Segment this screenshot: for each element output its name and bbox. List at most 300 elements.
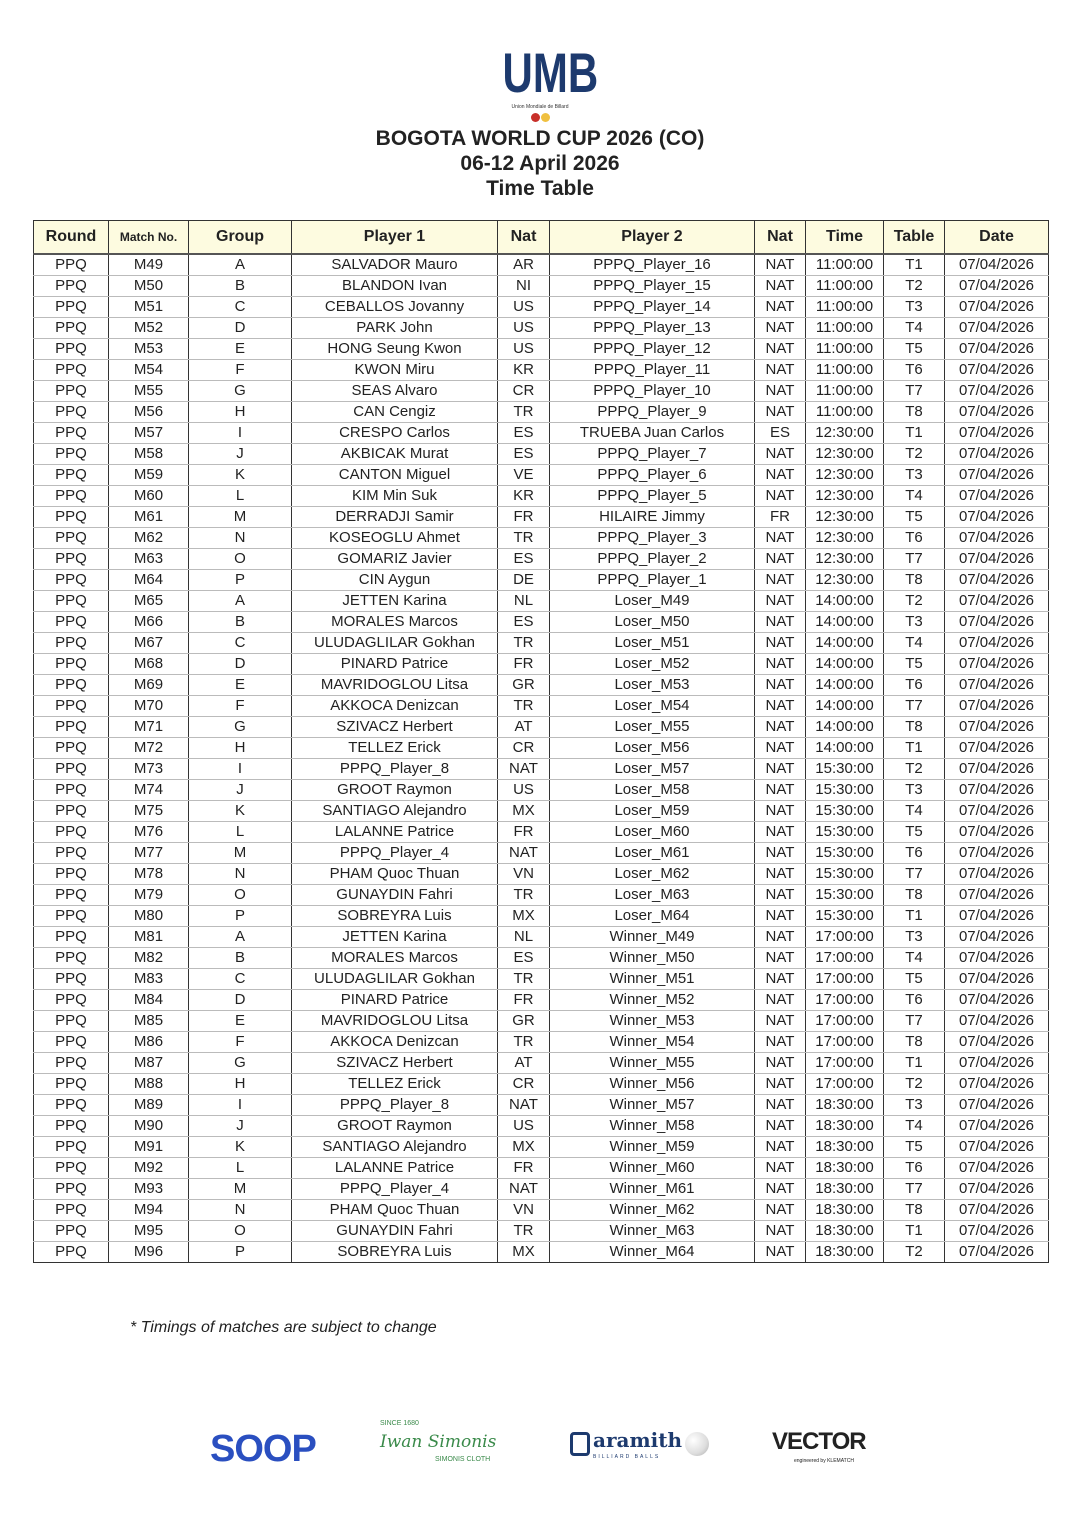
cell-group: H xyxy=(189,738,292,759)
table-row xyxy=(34,402,1049,423)
cell-time: 11:00:00 xyxy=(806,276,884,297)
cell-date: 07/04/2026 xyxy=(945,1158,1049,1179)
table-row xyxy=(34,822,1049,843)
cell-player1: PPPQ_Player_8 xyxy=(292,1095,498,1116)
cell-round: PPQ xyxy=(34,843,109,864)
cell-match-no: M64 xyxy=(109,570,189,591)
cell-round: PPQ xyxy=(34,1011,109,1032)
footnote: * Timings of matches are subject to change xyxy=(130,1319,437,1336)
cell-round: PPQ xyxy=(34,528,109,549)
cell-date: 07/04/2026 xyxy=(945,1137,1049,1158)
cell-round: PPQ xyxy=(34,360,109,381)
cell-group: J xyxy=(189,780,292,801)
cell-match-no: M72 xyxy=(109,738,189,759)
cell-nat2: NAT xyxy=(755,801,806,822)
cell-nat1: TR xyxy=(498,633,550,654)
umb-logo-letters: UMB xyxy=(502,41,599,104)
cell-match-no: M80 xyxy=(109,906,189,927)
cell-nat1: VE xyxy=(498,465,550,486)
cell-nat1: US xyxy=(498,318,550,339)
cell-table: T8 xyxy=(884,885,945,906)
cell-player2: PPPQ_Player_2 xyxy=(550,549,755,570)
cell-player1: JETTEN Karina xyxy=(292,591,498,612)
cell-time: 12:30:00 xyxy=(806,528,884,549)
table-row xyxy=(34,1116,1049,1137)
cell-round: PPQ xyxy=(34,1053,109,1074)
table-row xyxy=(34,759,1049,780)
cell-player2: Winner_M57 xyxy=(550,1095,755,1116)
table-row xyxy=(34,276,1049,297)
cell-date: 07/04/2026 xyxy=(945,675,1049,696)
cell-player1: LALANNE Patrice xyxy=(292,1158,498,1179)
cell-nat2: NAT xyxy=(755,1032,806,1053)
column-header-table: Table xyxy=(884,221,945,255)
sponsor-logos xyxy=(190,1415,890,1495)
cell-group: J xyxy=(189,444,292,465)
cell-table: T3 xyxy=(884,927,945,948)
cell-player1: SANTIAGO Alejandro xyxy=(292,1137,498,1158)
cell-round: PPQ xyxy=(34,486,109,507)
cell-date: 07/04/2026 xyxy=(945,948,1049,969)
cell-date: 07/04/2026 xyxy=(945,402,1049,423)
cell-nat2: NAT xyxy=(755,570,806,591)
cell-nat1: CR xyxy=(498,1074,550,1095)
cell-group: K xyxy=(189,1137,292,1158)
cell-group: J xyxy=(189,1116,292,1137)
cell-group: C xyxy=(189,633,292,654)
cell-table: T6 xyxy=(884,360,945,381)
cell-round: PPQ xyxy=(34,549,109,570)
column-header-round: Round xyxy=(34,221,109,255)
cell-group: B xyxy=(189,948,292,969)
cell-nat1: US xyxy=(498,780,550,801)
cell-nat2: NAT xyxy=(755,990,806,1011)
simonis-cloth: SIMONIS CLOTH xyxy=(435,1456,491,1463)
cell-nat1: GR xyxy=(498,1011,550,1032)
cell-nat2: ES xyxy=(755,423,806,444)
cell-nat1: DE xyxy=(498,570,550,591)
cell-table: T3 xyxy=(884,1095,945,1116)
cell-player2: Loser_M59 xyxy=(550,801,755,822)
cell-group: O xyxy=(189,1221,292,1242)
cell-date: 07/04/2026 xyxy=(945,591,1049,612)
cell-nat1: FR xyxy=(498,822,550,843)
cell-nat1: CR xyxy=(498,381,550,402)
cell-group: D xyxy=(189,318,292,339)
cell-player2: Loser_M53 xyxy=(550,675,755,696)
cell-nat1: ES xyxy=(498,948,550,969)
cell-nat1: CR xyxy=(498,738,550,759)
document-subtitle: Time Table xyxy=(486,177,594,200)
cell-nat2: NAT xyxy=(755,843,806,864)
cell-table: T1 xyxy=(884,423,945,444)
cell-nat1: VN xyxy=(498,864,550,885)
cell-player1: PINARD Patrice xyxy=(292,990,498,1011)
cell-group: N xyxy=(189,528,292,549)
cell-nat2: NAT xyxy=(755,906,806,927)
cell-time: 18:30:00 xyxy=(806,1221,884,1242)
cell-round: PPQ xyxy=(34,1200,109,1221)
table-row xyxy=(34,801,1049,822)
cell-table: T3 xyxy=(884,780,945,801)
cell-round: PPQ xyxy=(34,1158,109,1179)
cell-nat1: ES xyxy=(498,444,550,465)
table-row xyxy=(34,1158,1049,1179)
cell-table: T4 xyxy=(884,948,945,969)
cell-time: 18:30:00 xyxy=(806,1116,884,1137)
column-header-match-no: Match No. xyxy=(109,221,189,255)
cell-nat2: NAT xyxy=(755,549,806,570)
cell-nat1: ES xyxy=(498,423,550,444)
cell-table: T1 xyxy=(884,1053,945,1074)
cell-match-no: M73 xyxy=(109,759,189,780)
cell-nat1: NAT xyxy=(498,1179,550,1200)
cell-table: T5 xyxy=(884,1137,945,1158)
cell-player1: GUNAYDIN Fahri xyxy=(292,1221,498,1242)
cell-table: T8 xyxy=(884,570,945,591)
cell-group: A xyxy=(189,591,292,612)
table-row xyxy=(34,1242,1049,1263)
cell-nat2: NAT xyxy=(755,1179,806,1200)
cell-date: 07/04/2026 xyxy=(945,360,1049,381)
table-row xyxy=(34,444,1049,465)
cell-group: A xyxy=(189,254,292,276)
cell-player2: Winner_M64 xyxy=(550,1242,755,1263)
cell-time: 17:00:00 xyxy=(806,969,884,990)
cell-date: 07/04/2026 xyxy=(945,528,1049,549)
table-row xyxy=(34,654,1049,675)
cell-time: 11:00:00 xyxy=(806,360,884,381)
cell-match-no: M82 xyxy=(109,948,189,969)
cell-match-no: M56 xyxy=(109,402,189,423)
cell-player2: Loser_M50 xyxy=(550,612,755,633)
cell-nat2: NAT xyxy=(755,591,806,612)
table-row xyxy=(34,717,1049,738)
cell-nat1: US xyxy=(498,1116,550,1137)
cell-nat2: NAT xyxy=(755,276,806,297)
cell-group: K xyxy=(189,465,292,486)
cell-nat2: NAT xyxy=(755,465,806,486)
cell-player2: Loser_M61 xyxy=(550,843,755,864)
cell-table: T6 xyxy=(884,675,945,696)
cell-player2: Winner_M56 xyxy=(550,1074,755,1095)
cell-match-no: M86 xyxy=(109,1032,189,1053)
cell-player2: PPPQ_Player_7 xyxy=(550,444,755,465)
cell-player2: Loser_M56 xyxy=(550,738,755,759)
cell-date: 07/04/2026 xyxy=(945,843,1049,864)
cell-player1: PHAM Quoc Thuan xyxy=(292,864,498,885)
cell-table: T5 xyxy=(884,654,945,675)
cell-match-no: M49 xyxy=(109,254,189,276)
cell-player2: PPPQ_Player_14 xyxy=(550,297,755,318)
table-row xyxy=(34,969,1049,990)
cell-player1: CAN Cengiz xyxy=(292,402,498,423)
vector-wordmark: VECTOR xyxy=(772,1428,866,1455)
cell-round: PPQ xyxy=(34,738,109,759)
cell-group: B xyxy=(189,276,292,297)
cell-match-no: M95 xyxy=(109,1221,189,1242)
cell-match-no: M67 xyxy=(109,633,189,654)
cell-time: 12:30:00 xyxy=(806,465,884,486)
event-dates: 06-12 April 2026 xyxy=(460,152,620,175)
cell-match-no: M54 xyxy=(109,360,189,381)
cell-player2: PPPQ_Player_9 xyxy=(550,402,755,423)
cell-table: T2 xyxy=(884,444,945,465)
cell-date: 07/04/2026 xyxy=(945,738,1049,759)
cell-match-no: M88 xyxy=(109,1074,189,1095)
cell-match-no: M91 xyxy=(109,1137,189,1158)
cell-time: 12:30:00 xyxy=(806,570,884,591)
cell-group: L xyxy=(189,822,292,843)
cell-match-no: M63 xyxy=(109,549,189,570)
table-row xyxy=(34,507,1049,528)
cell-nat2: NAT xyxy=(755,1116,806,1137)
cell-date: 07/04/2026 xyxy=(945,1074,1049,1095)
cell-nat2: NAT xyxy=(755,360,806,381)
cell-player1: PHAM Quoc Thuan xyxy=(292,1200,498,1221)
cell-player2: Loser_M63 xyxy=(550,885,755,906)
cell-player2: PPPQ_Player_11 xyxy=(550,360,755,381)
cell-round: PPQ xyxy=(34,990,109,1011)
cell-group: L xyxy=(189,1158,292,1179)
cell-round: PPQ xyxy=(34,612,109,633)
table-row xyxy=(34,1032,1049,1053)
table-row xyxy=(34,1200,1049,1221)
cell-player2: Loser_M49 xyxy=(550,591,755,612)
cell-table: T2 xyxy=(884,1242,945,1263)
cell-match-no: M89 xyxy=(109,1095,189,1116)
cell-nat2: NAT xyxy=(755,885,806,906)
cell-group: F xyxy=(189,1032,292,1053)
cell-table: T4 xyxy=(884,1116,945,1137)
cell-player2: PPPQ_Player_6 xyxy=(550,465,755,486)
cell-player1: SZIVACZ Herbert xyxy=(292,717,498,738)
cell-group: P xyxy=(189,1242,292,1263)
cell-round: PPQ xyxy=(34,254,109,276)
cell-nat1: NAT xyxy=(498,1095,550,1116)
cell-match-no: M79 xyxy=(109,885,189,906)
cell-group: D xyxy=(189,990,292,1011)
cell-match-no: M58 xyxy=(109,444,189,465)
cell-player2: HILAIRE Jimmy xyxy=(550,507,755,528)
cell-nat2: NAT xyxy=(755,486,806,507)
table-row xyxy=(34,1074,1049,1095)
cell-round: PPQ xyxy=(34,297,109,318)
cell-nat2: NAT xyxy=(755,948,806,969)
cell-table: T2 xyxy=(884,276,945,297)
cell-table: T1 xyxy=(884,1221,945,1242)
cell-nat2: NAT xyxy=(755,528,806,549)
cell-player1: TELLEZ Erick xyxy=(292,1074,498,1095)
cell-match-no: M87 xyxy=(109,1053,189,1074)
cell-nat2: NAT xyxy=(755,675,806,696)
cell-nat1: NAT xyxy=(498,759,550,780)
cell-match-no: M94 xyxy=(109,1200,189,1221)
cell-player2: Winner_M54 xyxy=(550,1032,755,1053)
cell-player1: PPPQ_Player_8 xyxy=(292,759,498,780)
cell-round: PPQ xyxy=(34,822,109,843)
table-row xyxy=(34,906,1049,927)
cell-nat1: MX xyxy=(498,1137,550,1158)
cell-nat2: NAT xyxy=(755,339,806,360)
cell-group: F xyxy=(189,696,292,717)
cell-player1: MORALES Marcos xyxy=(292,612,498,633)
document-title-block xyxy=(0,126,1080,201)
cell-round: PPQ xyxy=(34,591,109,612)
cell-nat2: NAT xyxy=(755,1053,806,1074)
cell-date: 07/04/2026 xyxy=(945,759,1049,780)
cell-group: O xyxy=(189,549,292,570)
cell-round: PPQ xyxy=(34,780,109,801)
cell-nat1: MX xyxy=(498,801,550,822)
cell-table: T7 xyxy=(884,1011,945,1032)
cell-time: 17:00:00 xyxy=(806,1032,884,1053)
cell-table: T7 xyxy=(884,696,945,717)
cell-nat1: AR xyxy=(498,254,550,276)
cell-player2: PPPQ_Player_10 xyxy=(550,381,755,402)
cell-player1: AKKOCA Denizcan xyxy=(292,696,498,717)
cell-nat1: FR xyxy=(498,1158,550,1179)
column-header-nat1: Nat xyxy=(498,221,550,255)
cell-date: 07/04/2026 xyxy=(945,1095,1049,1116)
cell-match-no: M92 xyxy=(109,1158,189,1179)
column-header-date: Date xyxy=(945,221,1049,255)
cell-nat2: NAT xyxy=(755,969,806,990)
cell-nat2: NAT xyxy=(755,1095,806,1116)
cell-time: 14:00:00 xyxy=(806,633,884,654)
cell-date: 07/04/2026 xyxy=(945,1221,1049,1242)
table-row xyxy=(34,318,1049,339)
cell-nat1: MX xyxy=(498,906,550,927)
cell-date: 07/04/2026 xyxy=(945,801,1049,822)
table-row xyxy=(34,381,1049,402)
vector-sub: engineered by KLEMATCH xyxy=(794,1458,854,1464)
cell-player2: Loser_M60 xyxy=(550,822,755,843)
cell-player2: Winner_M50 xyxy=(550,948,755,969)
cell-group: H xyxy=(189,402,292,423)
table-row xyxy=(34,738,1049,759)
cell-player1: KWON Miru xyxy=(292,360,498,381)
cell-time: 12:30:00 xyxy=(806,444,884,465)
cell-group: A xyxy=(189,927,292,948)
cell-table: T7 xyxy=(884,381,945,402)
cell-nat2: NAT xyxy=(755,717,806,738)
cell-player1: GOMARIZ Javier xyxy=(292,549,498,570)
cell-player2: PPPQ_Player_13 xyxy=(550,318,755,339)
cell-group: M xyxy=(189,1179,292,1200)
aramith-wordmark: aramith xyxy=(593,1428,682,1452)
cell-date: 07/04/2026 xyxy=(945,1053,1049,1074)
cell-table: T7 xyxy=(884,864,945,885)
cell-nat1: NL xyxy=(498,927,550,948)
cell-date: 07/04/2026 xyxy=(945,1200,1049,1221)
cell-player2: Winner_M63 xyxy=(550,1221,755,1242)
column-header-group: Group xyxy=(189,221,292,255)
cell-date: 07/04/2026 xyxy=(945,423,1049,444)
cell-player2: TRUEBA Juan Carlos xyxy=(550,423,755,444)
cell-player1: JETTEN Karina xyxy=(292,927,498,948)
cell-nat2: NAT xyxy=(755,444,806,465)
cell-time: 11:00:00 xyxy=(806,318,884,339)
table-row xyxy=(34,297,1049,318)
cell-round: PPQ xyxy=(34,948,109,969)
table-row xyxy=(34,1179,1049,1200)
cell-table: T1 xyxy=(884,738,945,759)
cell-nat1: TR xyxy=(498,1221,550,1242)
cell-match-no: M62 xyxy=(109,528,189,549)
cell-time: 15:30:00 xyxy=(806,780,884,801)
cell-player1: PINARD Patrice xyxy=(292,654,498,675)
cell-time: 14:00:00 xyxy=(806,738,884,759)
cell-round: PPQ xyxy=(34,465,109,486)
cell-nat1: US xyxy=(498,297,550,318)
cell-player1: GUNAYDIN Fahri xyxy=(292,885,498,906)
cell-player1: AKBICAK Murat xyxy=(292,444,498,465)
cell-player1: SZIVACZ Herbert xyxy=(292,1053,498,1074)
cell-group: G xyxy=(189,381,292,402)
cell-nat1: NAT xyxy=(498,843,550,864)
cell-player2: PPPQ_Player_15 xyxy=(550,276,755,297)
cell-nat2: NAT xyxy=(755,612,806,633)
cell-round: PPQ xyxy=(34,381,109,402)
cell-nat1: TR xyxy=(498,885,550,906)
table-row xyxy=(34,927,1049,948)
table-row xyxy=(34,465,1049,486)
umb-logo-subtitle: Union Mondiale de Billard xyxy=(511,104,569,110)
cell-nat1: VN xyxy=(498,1200,550,1221)
cell-nat2: NAT xyxy=(755,1242,806,1263)
cell-player1: SOBREYRA Luis xyxy=(292,906,498,927)
cell-player1: CRESPO Carlos xyxy=(292,423,498,444)
cell-match-no: M50 xyxy=(109,276,189,297)
cell-round: PPQ xyxy=(34,1221,109,1242)
cell-group: D xyxy=(189,654,292,675)
cell-player2: PPPQ_Player_5 xyxy=(550,486,755,507)
cell-nat2: NAT xyxy=(755,254,806,276)
cell-date: 07/04/2026 xyxy=(945,465,1049,486)
cell-table: T2 xyxy=(884,759,945,780)
cell-date: 07/04/2026 xyxy=(945,381,1049,402)
cell-date: 07/04/2026 xyxy=(945,339,1049,360)
cell-date: 07/04/2026 xyxy=(945,654,1049,675)
cell-player1: PARK John xyxy=(292,318,498,339)
cell-table: T6 xyxy=(884,528,945,549)
table-row xyxy=(34,948,1049,969)
cell-group: E xyxy=(189,1011,292,1032)
cell-player2: PPPQ_Player_1 xyxy=(550,570,755,591)
cell-player2: Winner_M60 xyxy=(550,1158,755,1179)
cell-player2: Winner_M62 xyxy=(550,1200,755,1221)
cell-table: T3 xyxy=(884,612,945,633)
cell-time: 18:30:00 xyxy=(806,1242,884,1263)
cell-round: PPQ xyxy=(34,507,109,528)
cell-table: T5 xyxy=(884,507,945,528)
cell-table: T8 xyxy=(884,1200,945,1221)
cell-player1: KOSEOGLU Ahmet xyxy=(292,528,498,549)
cell-date: 07/04/2026 xyxy=(945,1032,1049,1053)
cell-match-no: M61 xyxy=(109,507,189,528)
cell-round: PPQ xyxy=(34,1242,109,1263)
cell-time: 12:30:00 xyxy=(806,507,884,528)
cell-date: 07/04/2026 xyxy=(945,780,1049,801)
cell-date: 07/04/2026 xyxy=(945,927,1049,948)
cell-table: T7 xyxy=(884,1179,945,1200)
cell-group: B xyxy=(189,612,292,633)
cell-table: T5 xyxy=(884,822,945,843)
cell-time: 17:00:00 xyxy=(806,1053,884,1074)
cell-match-no: M93 xyxy=(109,1179,189,1200)
table-row xyxy=(34,254,1049,276)
